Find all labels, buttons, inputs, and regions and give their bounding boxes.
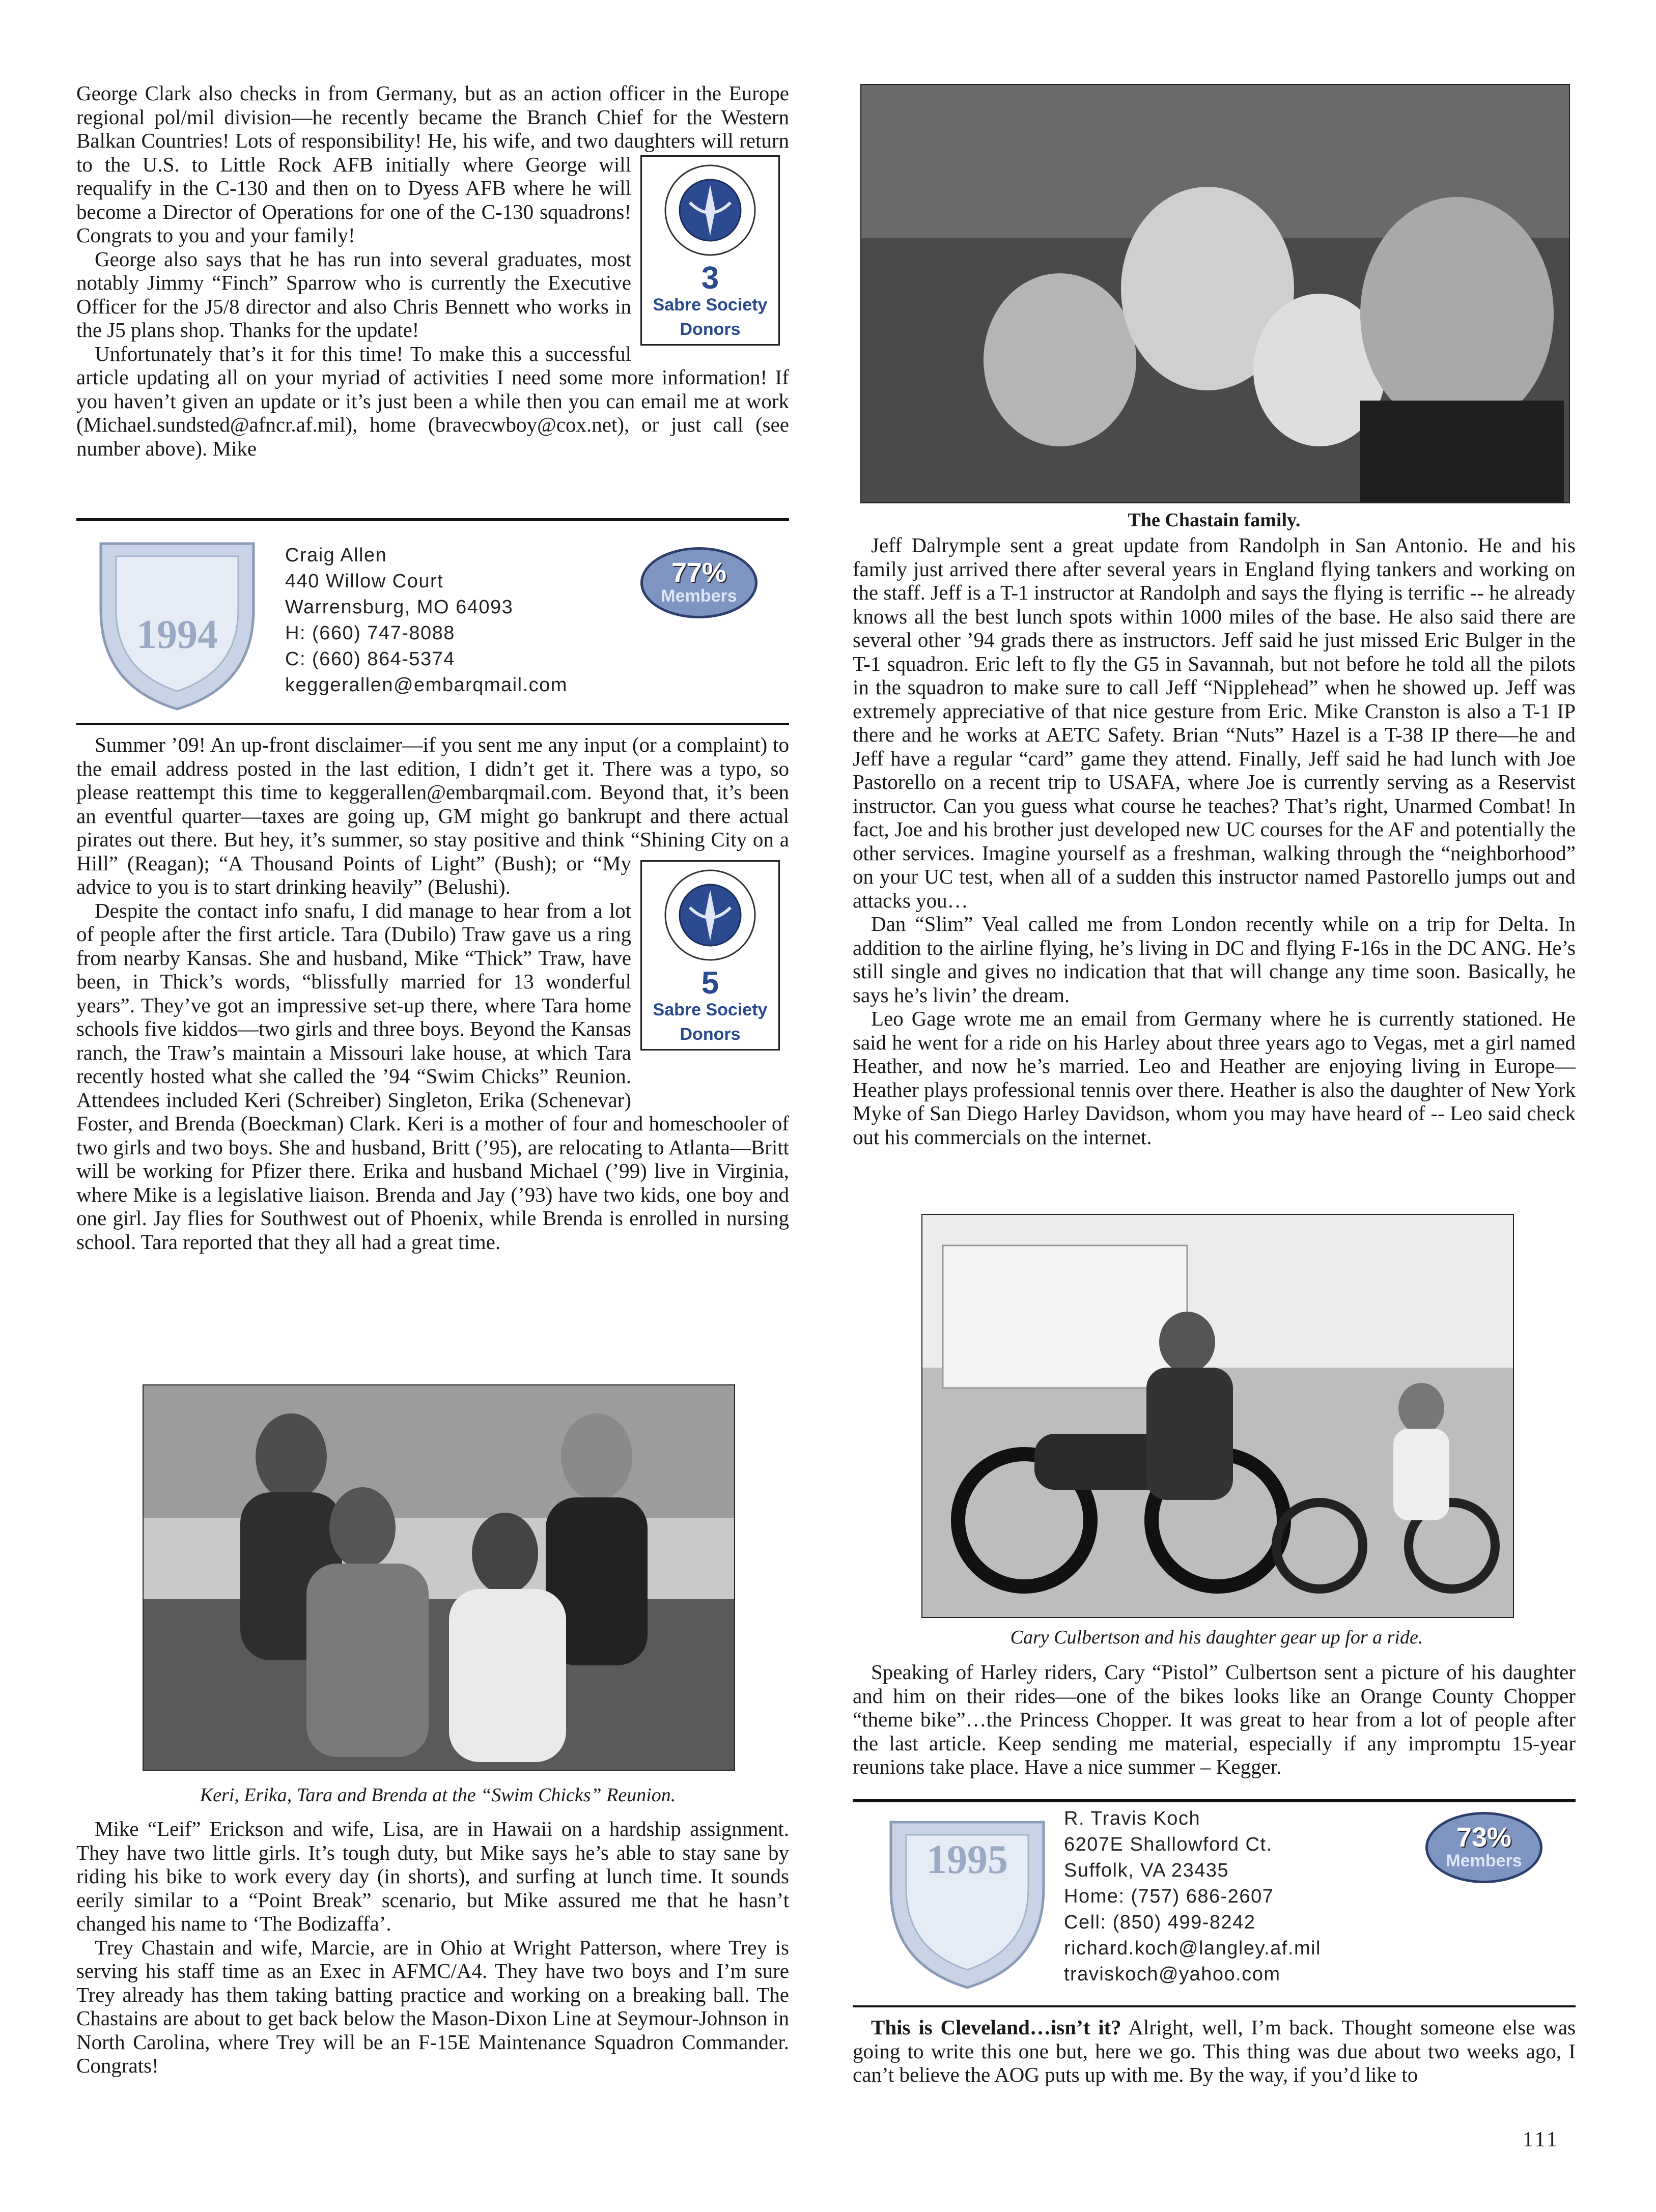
class-1994-contact [285,543,568,698]
scribe-email-personal[interactable]: traviskoch@yahoo.com [1064,1964,1281,1985]
sabre-society-seal-icon [662,867,759,963]
members-label: Members [661,586,737,606]
paragraph: George also says that he has run into several graduates, most notably Jimmy “Finch” Sparrow who is currently the Executive Officer for the J5/8 director and also Chris Bennett who works in the J5 plans shop. Thanks for the update! [76,247,631,342]
sabre-society-box-mid [640,860,780,1051]
scribe-address: 6207E Shallowford Ct. [1064,1834,1273,1855]
sabre-society-box-top [640,155,780,346]
scribe-cell-phone: Cell: (850) 499-8242 [1064,1912,1256,1933]
scribe-cell-phone: C: (660) 864-5374 [285,648,455,670]
caption-chastain-family: The Chastain family. [1128,509,1301,531]
paragraph [853,2016,1576,2087]
class-1995-contact [1064,1806,1321,1988]
group-photo-image [144,1385,734,1770]
paragraph: Summer ’09! An up-front disclaimer—if you sent me any input (or a complaint) to the email address posted in the last edition, I didn’t get it. There was a typo, so please reattempt this time to keggerallen@embarqmail.com. Beyond that, it’s been an eventful quarter—taxes are going up, GM might go bankrupt and there actual pirates out there. But hey, it’s summer, so stay positive and think “Shining City on a Hill” (Reagan); “A Thousand Points of Light” (Bush); or “My advice to you is to start drinking heavily” (Belushi). [76,733,789,898]
scribe-city: Warrensburg, MO 64093 [285,597,514,618]
right-bottom-article [853,1660,1576,1779]
class-crest-icon [876,1812,1059,1995]
class-crest-icon [86,533,269,717]
paragraph: Speaking of Harley riders, Cary “Pistol” Culbertson sent a picture of his daughter and him on their rides—one of the bikes looks like an Orange County Chopper “theme bike”…the Princess Chopper. It was great to hear from a lot of people after the last article. Keep sending me material, especially if any impromptu 15-year reunions take place. Have a nice summer – Kegger. [853,1660,1576,1778]
paragraph: Mike “Leif” Erickson and wife, Lisa, are in Hawaii on a hardship assignment. They have two little girls. It’s tough duty, but Mike says he’s able to stay sane by riding his bike to work every day (in shorts), and surfing at lunch time. It sounds eerily similar to a “Point Break” scenario, but Mike assured me that he hasn’t changed his name to ‘The Bodizaffa’. [76,1817,789,1935]
sabre-label: Sabre Society [653,295,768,315]
paragraph: Despite the contact info snafu, I did manage to hear from a lot of people after the first article. Tara (Dubilo) Traw gave us a ring from nearby Kansas. She and husband, Mike “Thick” Traw, have been, in Thick’s words, “blissfully married for 13 wonderful years”. They’ve got an impressive set-up there, where Tara home schools five kiddos—two girls and three boys. Beyond the Kansas ranch, the Traw’s maintain a Missouri lake house, at which Tara recently hosted what she called the ’94 “Swim Chicks” Reunion. Attendees included Keri (Schreiber) Singleton, Erika (Schenevar) Foster, and Brenda (Boeckman) Clark. Keri is a mother of four and homeschooler of two girls and two boys. She and husband, Britt (’95), are relocating to Atlanta—Britt will be working for Pfizer there. Erika and husband Michael (’99) live in Virginia, where Mike is a legislative liaison. Brenda and Jay (’93) have two kids, one boy and one girl. Jay flies for Southwest out of Phoenix, while Brenda is enrolled in nursing school. Tara reported that they all had a great time. [76,898,789,1254]
svg-text:1995: 1995 [927,1837,1008,1882]
paragraph: Jeff Dalrymple sent a great update from Randolph in San Antonio. He and his family just arrived there after several years in England flying tankers and working on the staff. Jeff is a T-1 instructor at Randolph and says the flying is terrific -- he already knows all the best lunch spots within 1000 miles of the base. He also said there are several other ’94 grads there as instructors. Jeff said he just missed Eric Bulger in the T-1 squadron. Eric left to fly the G5 in Savannah, but not before he told all the pilots in the squadron to make sure to call Jeff “Nipplehead” when he showed up. Jeff was extremely appreciative of that nice gesture from Eric. Mike Cranston is also a T-1 IP there and he works at AETC Safety. Brian “Nuts” Hazel is a T-38 IP there—he and Jeff have a regular “card” game they attend. Finally, Jeff said he had lunch with Joe Pastorello on a recent trip to USAFA, where Joe is currently serving as a Reservist instructor. Can you guess what course he teaches? That’s right, Unarmed Combat! In fact, Joe and his brother just developed new UC courses for the AF and potentially the other services. Imagine yourself as a freshman, walking through the “neighborhood” on your UC test, when all of a sudden this instructor named Pastorello jumps out and attacks you… [853,533,1576,912]
scribe-email-work[interactable]: richard.koch@langley.af.mil [1064,1938,1321,1959]
donor-count: 3 [701,261,719,296]
donors-label: Donors [680,320,741,339]
lead-in: This is Cleveland…isn’t it? [871,2016,1121,2039]
donor-count: 5 [701,966,719,1001]
family-photo-image [861,85,1569,502]
scribe-home-phone: H: (660) 747-8088 [285,622,455,644]
paragraph: Unfortunately that’s it for this time! To make this a successful article updating all on your myriad of activities I need some more information! If you haven’t given an update or it’s just been a while then you can email me at work (Michael.sundsted@afncr.af.mil), home (bravecwboy@cox.net), or just call (see number above). Mike [76,342,789,460]
class-1995-crest [876,1812,1059,1998]
left-bottom-article [76,1817,789,2078]
scribe-city: Suffolk, VA 23435 [1064,1860,1229,1881]
scribe-email[interactable]: keggerallen@embarqmail.com [285,674,568,696]
section-divider [76,723,789,725]
scribe-address: 440 Willow Court [285,571,444,592]
paragraph: George Clark also checks in from Germany, but as an action officer in the Europe regional pol/mil division—he recently became the Branch Chief for the Western Balkan Countries! Lots of responsibility! He, his wife, and two daughters will return to the U.S. to Little Rock AFB initially where George will requalify in the C-130 and then on to Dyess AFB where he will become a Director of Operations for one of the C-130 squadrons! Congrats to you and your family! [76,81,789,247]
section-divider [76,518,789,521]
photo-culbertson-bikes [921,1214,1514,1618]
paragraph-body: Alright, well, I’m back. Thought someone else was going to write this one but, here we go. This thing was due about two weeks ago, I can’t believe the AOG puts up with me. By the way, if you’d like to [853,2016,1576,2086]
scribe-name: R. Travis Koch [1064,1808,1201,1829]
caption-culbertson: Cary Culbertson and his daughter gear up for a ride. [1010,1627,1423,1648]
paragraph: Trey Chastain and wife, Marcie, are in Ohio at Wright Patterson, where Trey is serving his staff time as an Exec in AFMC/A4. They have two boys and I’m sure Trey already has them taking batting practice and working on a breaking ball. The Chastains are about to get back below the Mason-Dixon Line at Seymour-Johnson in North Carolina, where Trey will be an F-15E Maintenance Squadron Commander. Congrats! [76,1935,789,2077]
members-percent: 73% [1456,1822,1512,1853]
right-last-article [853,2016,1576,2087]
motorcycle-photo-image [922,1215,1513,1617]
members-badge-1994 [640,547,757,618]
members-percent: 77% [671,557,727,588]
section-divider [853,2005,1576,2007]
caption-swim-chicks: Keri, Erika, Tara and Brenda at the “Swim Chicks” Reunion. [200,1784,676,1806]
section-divider [853,1799,1576,1802]
photo-swim-chicks-reunion [143,1384,735,1771]
members-badge-1995 [1425,1812,1542,1883]
class-1994-crest [86,533,269,719]
svg-text:1994: 1994 [136,612,218,657]
paragraph: Leo Gage wrote me an email from Germany where he is currently stationed. He said he went for a ride on his Harley about three years ago to Vegas, met a girl named Heather, and now he’s married. Leo and Heather are enjoying living in Europe—Heather plays professional tennis over there. Heather is also the daughter of New York Myke of San Diego Harley Davidson, whom you may have heard of -- Leo said check out his commercials on the internet. [853,1007,1576,1149]
page-number: 111 [1523,2128,1559,2151]
sabre-label: Sabre Society [653,1000,768,1019]
sabre-society-seal-icon [662,162,759,259]
right-mid-article [853,533,1576,1149]
scribe-name: Craig Allen [285,545,387,566]
donors-label: Donors [680,1025,741,1044]
scribe-home-phone: Home: (757) 686-2607 [1064,1886,1274,1907]
photo-chastain-family [860,84,1570,503]
paragraph: Dan “Slim” Veal called me from London recently while on a trip for Delta. In addition to the airline flying, he’s living in DC and flying F-16s in the DC ANG. He’s still single and gives no indication that that will change any time soon. Basically, he says he’s livin’ the dream. [853,912,1576,1007]
members-label: Members [1446,1851,1522,1870]
